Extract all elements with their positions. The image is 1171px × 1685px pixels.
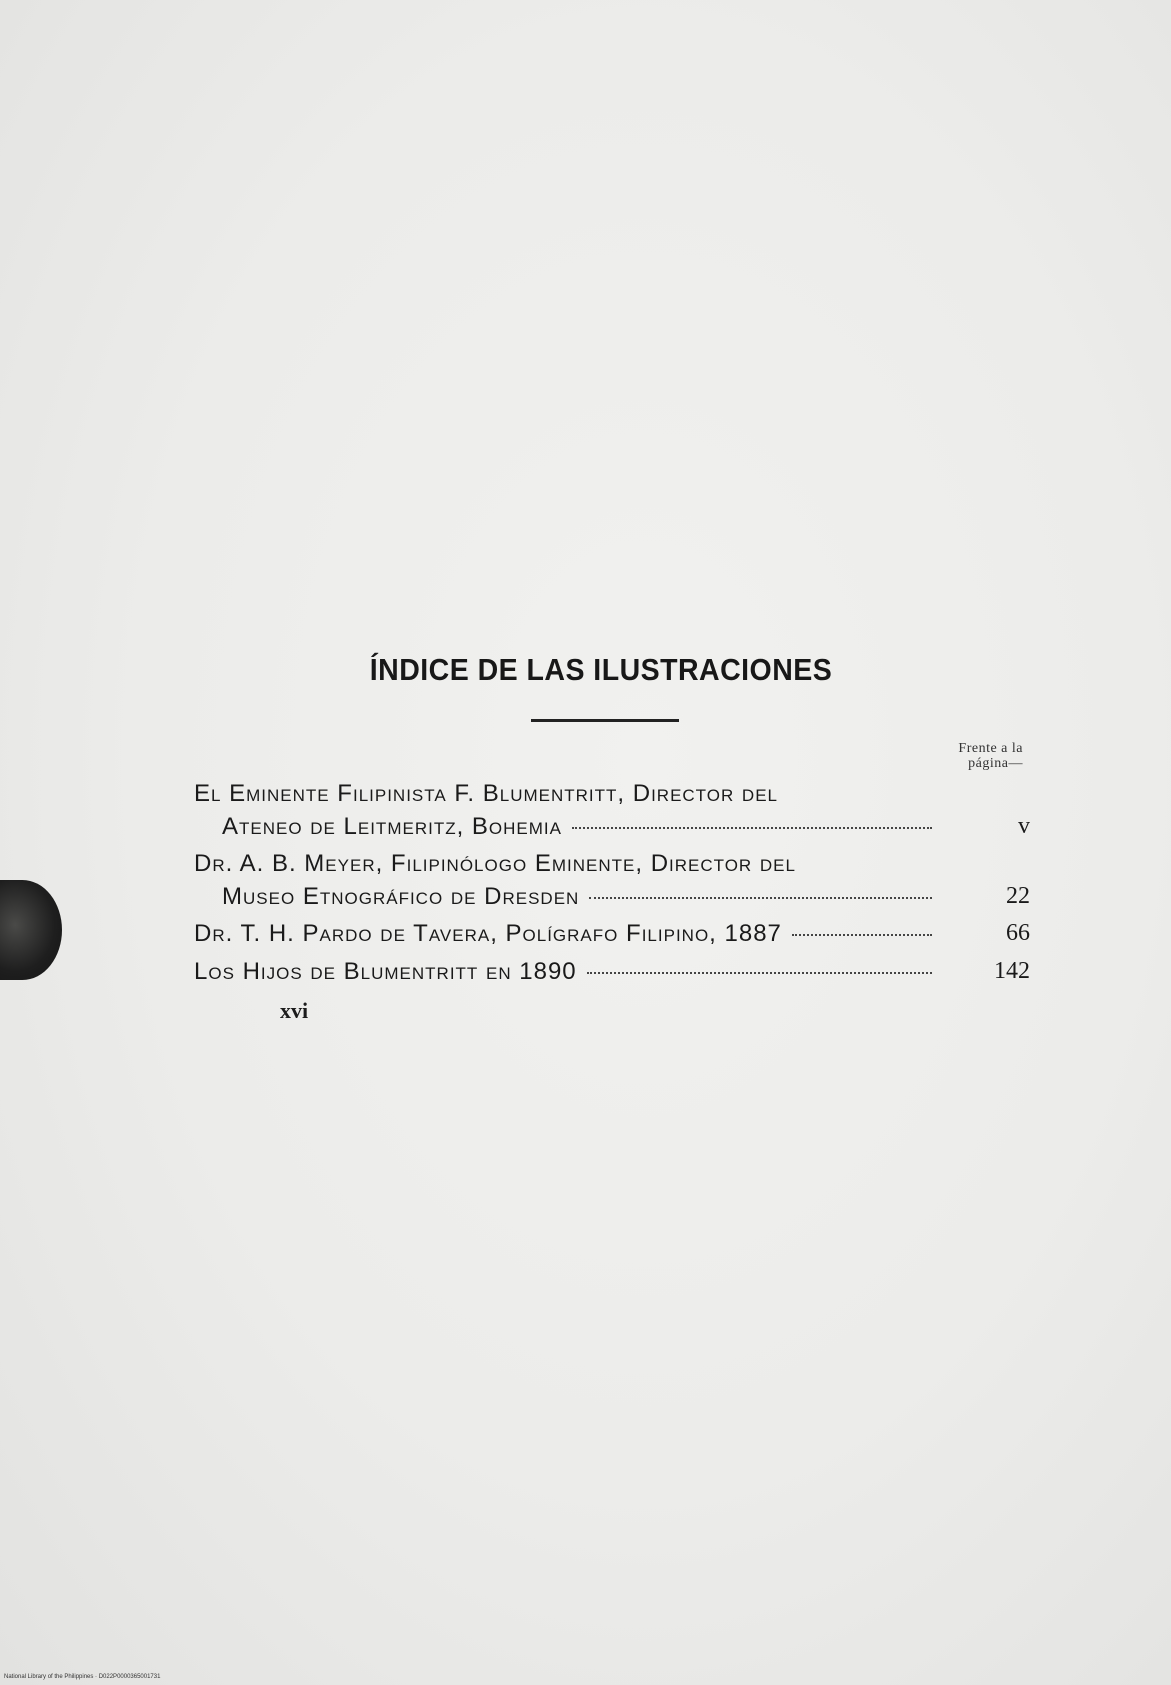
- toc-entry-3-text: Dr. T. H. Pardo de Tavera, Polígrafo Filipino, 1887: [194, 920, 782, 947]
- toc-entry-4-page: 142: [994, 958, 1030, 984]
- toc-entry-1-line2: [222, 813, 936, 841]
- leader-dots: [587, 972, 932, 974]
- page-folio: xvi: [280, 998, 309, 1023]
- toc-entry-1-line1: El Eminente Filipinista F. Blumentritt, Director del: [194, 780, 779, 807]
- column-header-line2: página—: [968, 756, 1023, 771]
- toc-entry-3: [194, 920, 936, 948]
- column-header-line1: Frente a la: [958, 741, 1023, 756]
- leader-dots: [572, 827, 932, 829]
- toc-entry-1-text: Ateneo de Leitmeritz, Bohemia: [222, 813, 562, 840]
- toc-entry-2-text: Museo Etnográfico de Dresden: [222, 883, 580, 910]
- toc-entry-2-line1: Dr. A. B. Meyer, Filipinólogo Eminente, Director del: [194, 850, 796, 877]
- toc-entry-3-page: 66: [1006, 920, 1030, 946]
- toc-entry-4: [194, 958, 936, 986]
- toc-entry-4-text: Los Hijos de Blumentritt en 1890: [194, 958, 577, 985]
- toc-entry-2-page: 22: [1006, 883, 1030, 909]
- toc-entry-1-page: v: [1018, 813, 1030, 839]
- page-title: ÍNDICE DE LAS ILUSTRACIONES: [369, 652, 833, 687]
- title-rule: [531, 719, 679, 722]
- toc-entry-2-line2: [222, 883, 936, 911]
- leader-dots: [792, 934, 932, 936]
- leader-dots: [589, 897, 932, 899]
- page-column-header: [905, 741, 1023, 771]
- scan-footer: National Library of the Philippines · D022P0000365001731: [4, 1674, 161, 1680]
